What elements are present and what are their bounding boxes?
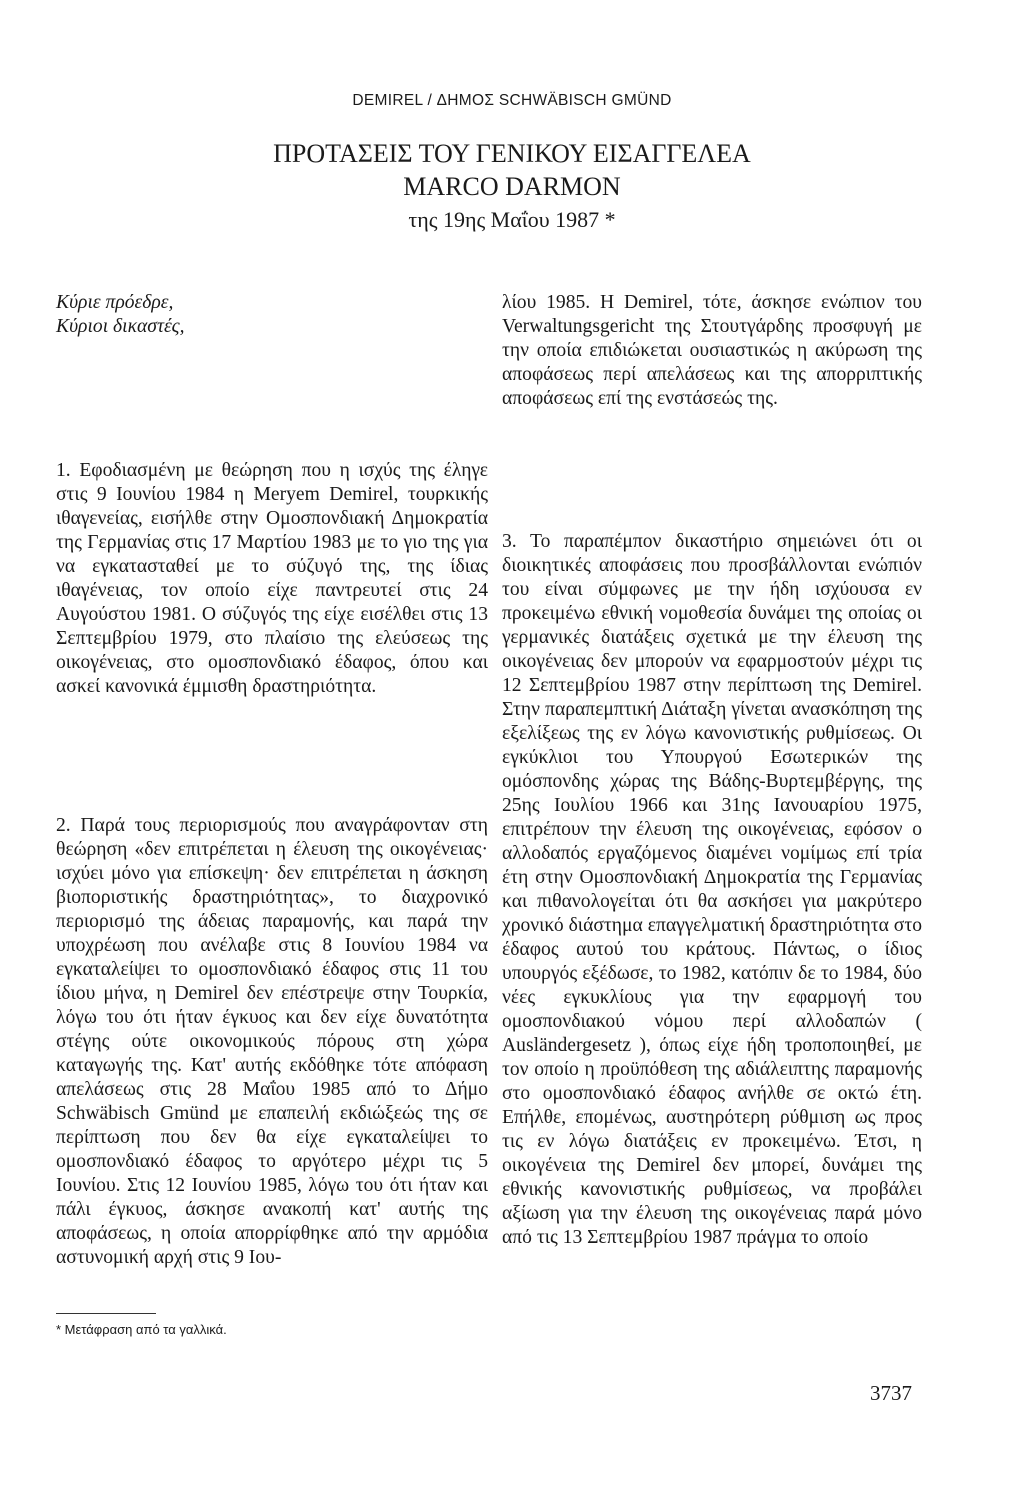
document-title bbox=[0, 137, 1024, 236]
footnote: * Μετάφραση από τα γαλλικά. bbox=[56, 1322, 227, 1337]
salutation-line-1: Κύριε πρόεδρε, bbox=[56, 292, 174, 313]
running-head: DEMIREL / ΔΗΜΟΣ SCHWÄBISCH GMÜND bbox=[352, 92, 672, 109]
salutation bbox=[56, 291, 185, 339]
paragraph-1-continued: λίου 1985. Η Demirel, τότε, άσκησε ενώπιον του Verwaltungsgericht της Στουτγάρδης προσφυγή με την οποία επιδιώκεται ουσιαστικώς η ακύρωση της αποφάσεως περί απελάσεως και της απορριπτικής αποφάσεως επί της ενστάσεώς της. bbox=[502, 292, 922, 409]
left-column-paragraph-2 bbox=[56, 814, 488, 1270]
paragraph-2: 2. Παρά τους περιορισμούς που αναγράφονταν στη θεώρηση «δεν επιτρέπεται η έλευση της οικογένειας· ισχύει μόνο για επίσκεψη· δεν επιτρέπεται η άσκηση βιοποριστικής δραστηριότητας», το διαχρονικό περιορισμό της άδειας παραμονής, και παρά την υποχρέωση που ανέλαβε στις 8 Ιουνίου 1984 να εγκαταλείψει το ομοσπονδιακό έδαφος στις 11 του ίδιου μήνα, η Demirel δεν επέστρεψε στην Τουρκία, λόγω του ότι ήταν έγκυος και δεν είχε δυνατότητα στέγης ούτε οικονομικούς πόρους στη χώρα καταγωγής της. Κατ' αυτής εκδόθηκε τότε απόφαση απελάσεως στις 28 Μαΐου 1985 από το Δήμο Schwäbisch Gmünd με επαπειλή εκδιώξεώς της σε περίπτωση που δεν θα είχε εγκαταλείψει το ομοσπονδιακό έδαφος το αργότερο μέχρι τις 5 Ιουνίου. Στις 12 Ιουνίου 1985, λόγω του ότι ήταν και πάλι έγκυος, άσκησε ανακοπή κατ' αυτής της αποφάσεως, η οποία απορρίφθηκε από την αρμόδια αστυνομική αρχή στις 9 Ιου- bbox=[56, 815, 488, 1268]
title-line-1: ΠΡΟΤΑΣΕΙΣ ΤΟΥ ΓΕΝΙΚΟΥ ΕΙΣΑΓΓΕΛΕΑ bbox=[273, 139, 751, 168]
page-number: 3737 bbox=[870, 1381, 912, 1405]
footnote-divider bbox=[56, 1313, 156, 1314]
paragraph-1: 1. Εφοδιασμένη με θεώρηση που η ισχύς της έληγε στις 9 Ιουνίου 1984 η Meryem Demirel, τουρκικής ιθαγενείας, εισήλθε στην Ομοσπονδιακή Δημοκρατία της Γερμανίας στις 17 Μαρτίου 1983 με το γιο της για να εγκατασταθεί με το σύζυγό της, της ίδιας ιθαγένειας, τον οποίο είχε παντρευτεί στις 24 Αυγούστου 1981. Ο σύζυγός της είχε εισέλθει στις 13 Σεπτεμβρίου 1979, στο πλαίσιο της ελεύσεως της οικογένειας, στο ομοσπονδιακό έδαφος, όπου και ασκεί κανονικά έμμισθη δραστηριότητα. bbox=[56, 460, 488, 697]
right-column-paragraph-3 bbox=[502, 530, 922, 1250]
paragraph-3: 3. Το παραπέμπον δικαστήριο σημειώνει ότι οι διοικητικές αποφάσεις που προσβάλλονται ενώπιόν του είναι σύμφωνες με την ήδη ισχύουσα εν προκειμένω εθνική νομοθεσία δυνάμει της οποίας οι γερμανικές διατάξεις σχετικά με την έλευση της οικογένειας δεν μπορούν να εφαρμοστούν μέχρι τις 12 Σεπτεμβρίου 1987 στην περίπτωση της Demirel. Στην παραπεμπτική Διάταξη γίνεται ανασκόπηση της εξελίξεως της εν λόγω κανονιστικής ρυθμίσεως. Οι εγκύκλιοι του Υπουργού Εσωτερικών της ομόσπονδης χώρας της Βάδης-Βυρτεμβέργης, της 25ης Ιουλίου 1966 και 31ης Ιανουαρίου 1975, επιτρέπουν την έλευση της οικογένειας, εφόσον ο αλλοδαπός εργαζόμενος διαμένει νομίμως επί τρία έτη στην Ομοσπονδιακή Δημοκρατία της Γερμανίας και πιθανολογείται ότι θα ασκήσει για μακρύτερο χρονικό διάστημα επαγγελματική δραστηριότητα στο έδαφος αυτού του κράτους. Πάντως, ο ίδιος υπουργός εξέδωσε, το 1982, κατόπιν δε το 1984, δύο νέες εγκυκλίους για την εφαρμογή του ομοσπονδιακού νόμου περί αλλοδαπών ( Ausländergesetz ), όπως είχε ήδη τροποποιηθεί, με τον οποίο η προϋπόθεση της αδιάλειπτης παραμονής στο ομοσπονδιακό έδαφος ανήλθε σε οκτώ έτη. Επήλθε, επομένως, αυστηρότερη ρύθμιση ως προς τις εν λόγω διατάξεις εν προκειμένω. Έτσι, η οικογένεια της Demirel δεν μπορεί, δυνάμει της εθνικής κανονιστικής ρυθμίσεως, να προβάλει αξίωση για την έλευση της οικογένειας παρά μόνο από τις 13 Σεπτεμβρίου 1987 πράγμα το οποίο bbox=[502, 531, 922, 1248]
left-column-paragraph-1 bbox=[56, 459, 488, 699]
title-date-line: της 19ης Μαΐου 1987 * bbox=[408, 207, 616, 232]
right-column-paragraph-1 bbox=[502, 291, 922, 411]
title-line-2: MARCO DARMON bbox=[403, 172, 621, 201]
salutation-line-2: Κύριοι δικαστές, bbox=[56, 316, 185, 337]
